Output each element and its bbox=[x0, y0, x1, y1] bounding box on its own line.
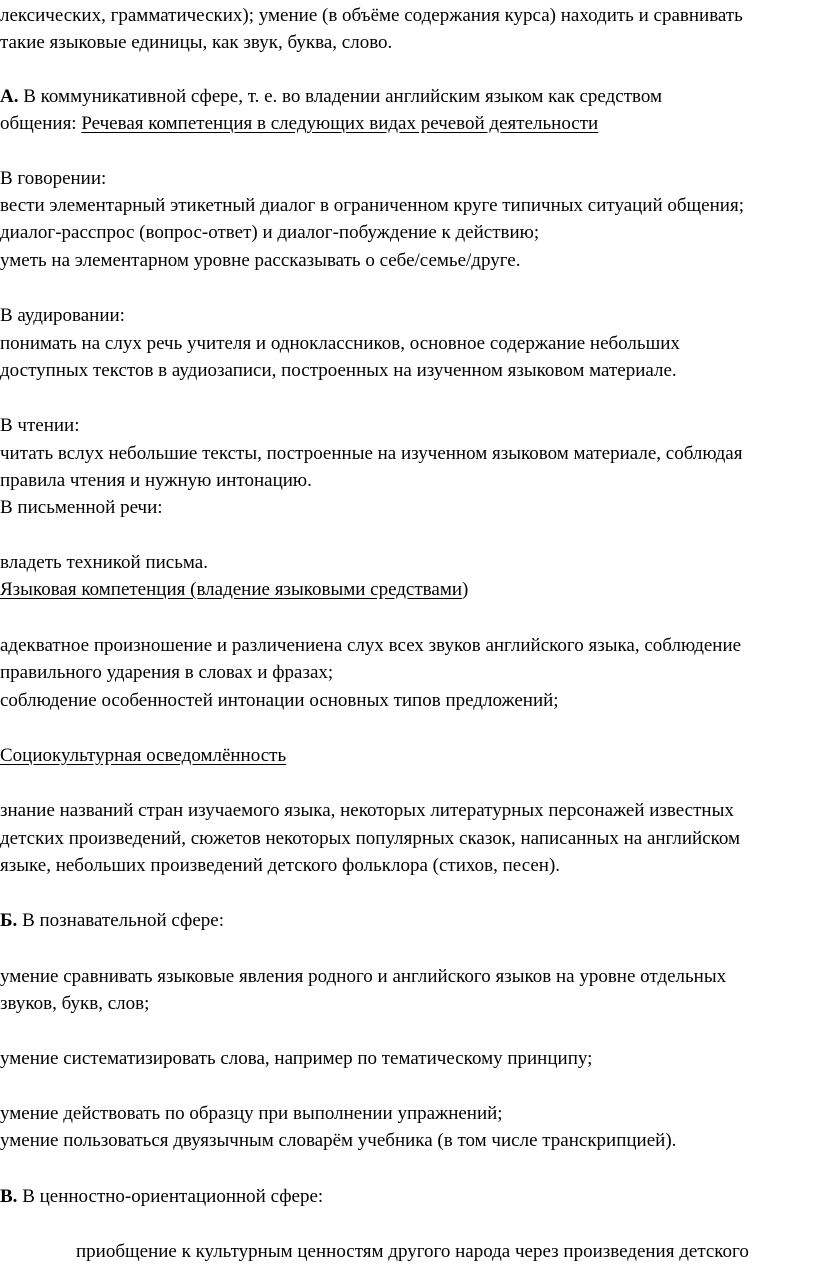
subheading-writing: В письменной речи: bbox=[0, 497, 163, 518]
section-letter: В. bbox=[0, 1186, 18, 1207]
text-line: умение сравнивать языковые явления родного и английского языков на уровне отдельных bbox=[0, 966, 727, 987]
subheading-speech-competence: Речевая компетенция в следующих видах речевой деятельности bbox=[81, 113, 599, 134]
text-line: адекватное произношение и различениена слух всех звуков английского языка, соблюдение bbox=[0, 635, 742, 656]
text-line: правильного ударения в словах и фразах; bbox=[0, 662, 334, 683]
text-line: читать вслух небольшие тексты, построенные на изученном языковом материале, соблюдая bbox=[0, 443, 743, 464]
section-letter: А. bbox=[0, 86, 19, 107]
text-line: детских произведений, сюжетов некоторых популярных сказок, написанных на английском bbox=[0, 828, 741, 849]
section-b-heading: Б. В познавательной сфере: bbox=[0, 910, 225, 931]
text-line: приобщение к культурным ценностям другого народа через произведения детского bbox=[76, 1241, 749, 1262]
text-line: уметь на элементарном уровне рассказывать о себе/семье/друге. bbox=[0, 250, 521, 271]
subheading-listening: В аудировании: bbox=[0, 305, 125, 326]
text-line: владеть техникой письма. bbox=[0, 552, 208, 573]
text-line: соблюдение особенностей интонации основных типов предложений; bbox=[0, 690, 559, 711]
text-line: доступных текстов в аудиозаписи, построенных на изученном языковом материале. bbox=[0, 360, 677, 381]
text-line: умение действовать по образцу при выполнении упражнений; bbox=[0, 1103, 503, 1124]
text-line: правила чтения и нужную интонацию. bbox=[0, 470, 312, 491]
text-line: умение систематизировать слова, например по тематическому принципу; bbox=[0, 1048, 593, 1069]
text-line: диалог-расспрос (вопрос-ответ) и диалог-побуждение к действию; bbox=[0, 222, 540, 243]
text-line: умение пользоваться двуязычным словарём учебника (в том числе транскрипцией). bbox=[0, 1130, 677, 1151]
section-letter: Б. bbox=[0, 910, 18, 931]
text-line: общения: Речевая компетенция в следующих видах речевой деятельности bbox=[0, 113, 599, 134]
text-line: вести элементарный этикетный диалог в ограниченном круге типичных ситуаций общения; bbox=[0, 195, 744, 216]
subheading-sociocultural: Социокультурная осведомлённость bbox=[0, 745, 287, 766]
text-line: понимать на слух речь учителя и одноклассников, основное содержание небольших bbox=[0, 333, 680, 354]
section-v-heading: В. В ценностно-ориентационной сфере: bbox=[0, 1186, 324, 1207]
text-line: знание названий стран изучаемого языка, некоторых литературных персонажей известных bbox=[0, 800, 734, 821]
text-line: звуков, букв, слов; bbox=[0, 993, 150, 1014]
text-line: такие языковые единицы, как звук, буква, слово. bbox=[0, 32, 393, 53]
subheading-language-competence: Языковая компетенция (владение языковыми средствами) bbox=[0, 579, 469, 600]
text-line: лексических, грамматических); умение (в объёме содержания курса) находить и сравнивать bbox=[0, 5, 743, 26]
subheading-reading: В чтении: bbox=[0, 415, 80, 436]
section-a-heading: А. В коммуникативной сфере, т. е. во владении английским языком как средством bbox=[0, 86, 663, 107]
text-line: языке, небольших произведений детского фольклора (стихов, песен). bbox=[0, 855, 561, 876]
subheading-speaking: В говорении: bbox=[0, 168, 107, 189]
